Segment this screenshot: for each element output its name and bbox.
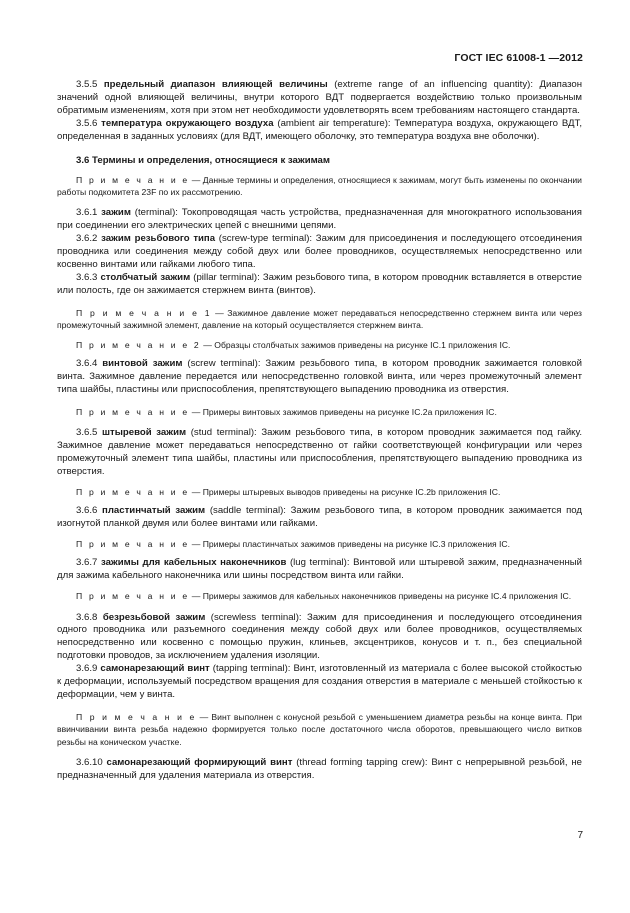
- note-label: П р и м е ч а н и е: [76, 711, 197, 722]
- note-3-6-9: П р и м е ч а н и е — Винт выполнен с конусной резьбой с уменьшением диаметра резьбы на конце винта. При ввинчивании винта резьба надежно формируется только после достаточного числа оборотов, превышающего число витков резьбы на коническом участке.: [57, 711, 582, 747]
- term: столбчатый зажим: [100, 271, 191, 283]
- note-label: П р и м е ч а н и е 1: [76, 307, 212, 318]
- term: самонарезающий формирующий винт: [106, 757, 293, 769]
- note-label: П р и м е ч а н и е: [76, 591, 190, 602]
- page-content: [57, 79, 582, 783]
- clause-3-6-4: 3.6.4 винтовой зажим (screw terminal): Зажим резьбового типа, в котором проводник зажимается головкой винта. Зажимное давление передается или непосредственно головкой винта, или через промежуточный элемент типа шайбы, пластины или приспособления, препятствующего выпадению проводника из отверстия.: [57, 357, 582, 395]
- clause-3-6-7: 3.6.7 зажимы для кабельных наконечников (lug terminal): Винтовой или штыревой зажим, предназначенный для зажима кабельного наконечника или шины посредством винта или гайки.: [57, 557, 582, 582]
- clause-3-6-5: 3.6.5 штыревой зажим (stud terminal): Зажим резьбового типа, в котором проводник зажимается под гайку. Зажимное давление может передаваться непосредственно от гайки соответствующей конфигурации или через промежуточный элемент типа шайбы, пластины или приспособления, препятствующего выпадению проводника из отверстия.: [57, 427, 582, 477]
- note-label: П р и м е ч а н и е: [76, 486, 190, 497]
- term: предельный диапазон влияющей величины: [103, 79, 328, 90]
- clause-3-6-8: 3.6.8 безрезьбовой зажим (screwless terminal): Зажим для присоединения и последующего отсоединения одного проводника или разъемного соединения между собой двух или более проводников, осуществляемых непосредственно или косвенно с помощью пружин, клиньев, эксцентриков, конусов и т. п., без специальной подготовки проводов, за исключением удаления изоляции.: [57, 611, 582, 662]
- term: безрезьбовой зажим: [102, 611, 206, 623]
- clause-3-6-9: 3.6.9 самонарезающий винт (tapping terminal): Винт, изготовленный из материала с более высокой стойкостью к деформации, используемый посредством вращения для создания отверстия в материале с меньшей стойкостью к деформации, чем у винта.: [57, 663, 582, 700]
- clause-3-6-3: 3.6.3 столбчатый зажим (pillar terminal): Зажим резьбового типа, в котором проводник вставляется в отверстие или полость, где он зажимается стержнем винта (винтов).: [57, 271, 582, 296]
- page-header-standard: ГОСТ IEC 61008-1 —2012: [454, 52, 583, 64]
- note-3-6-5: П р и м е ч а н и е — Примеры штыревых выводов приведены на рисунке IC.2b приложения IC.: [76, 486, 501, 497]
- clause-3-5-5: 3.5.5 предельный диапазон влияющей величины (extreme range of an influencing quantity): Диапазон значений одной влияющей величины, внутри которого ВДТ подвергается воздействию только произвольным обратимым изменениям, хотя при этом нет необходимости удовлетворять всем требованиям настоящего стандарта.: [57, 79, 583, 116]
- section-heading-3-6: 3.6 Термины и определения, относящиеся к зажимам: [76, 154, 330, 166]
- note-label: П р и м е ч а н и е: [76, 406, 190, 417]
- note-label: П р и м е ч а н и е: [76, 174, 190, 185]
- term: штыревой зажим: [102, 427, 187, 439]
- clause-3-6-2: 3.6.2 зажим резьбового типа (screw-type terminal): Зажим для присоединения и последующего отсоединения проводника или соединения между собой двух или более проводников, осуществляемых непосредственно или косвенно винтами или гайками любого типа.: [57, 233, 583, 270]
- clause-3-6-1: 3.6.1 зажим (terminal): Токопроводящая часть устройства, предназначенная для многократного использования при соединении его электрических цепей с внешними цепями.: [57, 207, 582, 232]
- clause-3-6-6: 3.6.6 пластинчатый зажим (saddle terminal): Зажим резьбового типа, в котором проводник зажимается под изогнутой планкой двумя или более винтами или гайками.: [57, 505, 582, 529]
- note-3-6-7: П р и м е ч а н и е — Примеры зажимов для кабельных наконечников приведены на рисунке IC.4 приложения IC.: [76, 591, 572, 602]
- term: зажим резьбового типа: [101, 233, 216, 245]
- note-3-6-6: П р и м е ч а н и е — Примеры пластинчатых зажимов приведены на рисунке IC.3 приложения IC.: [76, 538, 511, 549]
- note-3-6: П р и м е ч а н и е — Данные термины и определения, относящиеся к зажимам, могут быть изменены по окончании работы подкомитета 23F по их рассмотрению.: [57, 174, 582, 197]
- clause-3-6-10: 3.6.10 самонарезающий формирующий винт (thread forming tapping crew): Винт с непрерывной резьбой, не предназначенный для удаления материала из отверстия.: [57, 757, 582, 781]
- term: самонарезающий винт: [100, 663, 210, 675]
- term: температура окружающего воздуха: [101, 117, 274, 129]
- term: пластинчатый зажим: [102, 505, 206, 517]
- page-number: 7: [577, 830, 583, 841]
- term: зажим: [101, 207, 131, 219]
- note-3-6-3-1: П р и м е ч а н и е 1 — Зажимное давление может передаваться непосредственно стержнем винта или через промежуточный зажимной элемент, давление на который осуществляется стержнем винта.: [57, 307, 582, 331]
- term: зажимы для кабельных наконечников: [100, 557, 287, 569]
- note-3-6-3-2: П р и м е ч а н и е 2 — Образцы столбчатых зажимов приведены на рисунке IC.1 приложения IC.: [76, 339, 511, 350]
- note-3-6-4: П р и м е ч а н и е — Примеры винтовых зажимов приведены на рисунке IC.2а приложения IC.: [76, 406, 497, 417]
- note-label: П р и м е ч а н и е 2: [76, 339, 201, 350]
- term: винтовой зажим: [102, 357, 183, 369]
- note-label: П р и м е ч а н и е: [76, 538, 190, 549]
- clause-3-5-6: 3.5.6 температура окружающего воздуха (ambient air temperature): Температура воздуха, окружающего ВДТ, определенная в заданных условиях (для ВДТ, имеющего оболочку, это температура воздуха вне оболочки).: [57, 117, 582, 142]
